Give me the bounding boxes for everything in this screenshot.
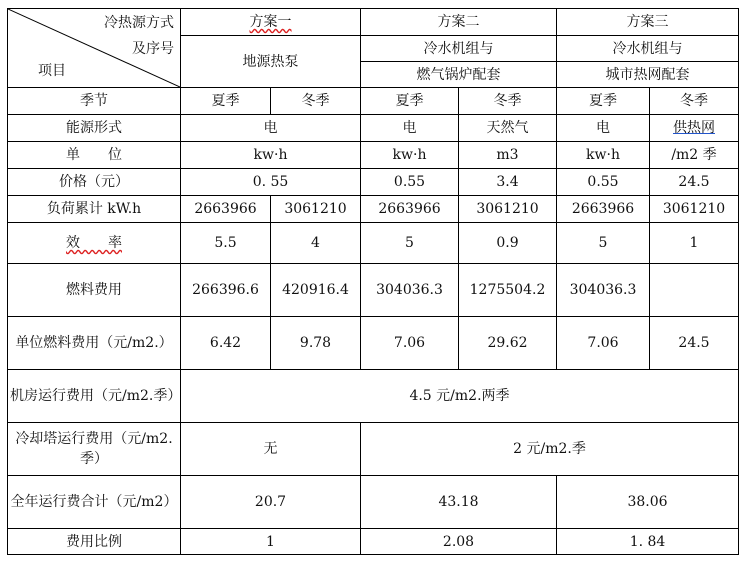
table-cell: /m2 季 xyxy=(650,142,739,169)
table-row xyxy=(8,423,739,476)
row-label: 负荷累计 kW.h xyxy=(8,196,181,223)
table-cell: m3 xyxy=(459,142,557,169)
table-cell: 0. 55 xyxy=(181,169,361,196)
plan-3-desc-line1: 冷水机组与 xyxy=(557,36,739,62)
table-cell: kw·h xyxy=(181,142,361,169)
table-cell: kw·h xyxy=(557,142,650,169)
table-cell: 5 xyxy=(557,223,650,264)
table-cell: 0.55 xyxy=(361,169,459,196)
row-label: 效 率 xyxy=(8,223,181,264)
plan-2-desc-line1: 冷水机组与 xyxy=(361,36,557,62)
plan-2-header: 方案二 xyxy=(361,9,557,36)
table-row xyxy=(8,476,739,529)
table-cell: 冬季 xyxy=(271,88,361,115)
table-cell: 冬季 xyxy=(650,88,739,115)
table-row xyxy=(8,169,739,196)
plan-3-header: 方案三 xyxy=(557,9,739,36)
table-cell: 夏季 xyxy=(361,88,459,115)
plan-1-desc: 地源热泵 xyxy=(181,36,361,88)
plan-3-desc-line2: 城市热网配套 xyxy=(557,62,739,88)
table-cell: 3061210 xyxy=(650,196,739,223)
row-label: 燃料费用 xyxy=(8,264,181,317)
table-cell: 天然气 xyxy=(459,115,557,142)
plan-2-desc-line2: 燃气锅炉配套 xyxy=(361,62,557,88)
table-row xyxy=(8,223,739,264)
table-cell: 2663966 xyxy=(361,196,459,223)
table-cell: 电 xyxy=(361,115,459,142)
table-cell: 供热网 xyxy=(650,115,739,142)
row-label: 能源形式 xyxy=(8,115,181,142)
table-cell: 3.4 xyxy=(459,169,557,196)
table-cell: 冬季 xyxy=(459,88,557,115)
table-row xyxy=(8,529,739,555)
table-cell: 2663966 xyxy=(181,196,271,223)
table-row xyxy=(8,88,739,115)
corner-label-method: 冷热源方式 xyxy=(104,15,174,31)
table-cell: 420916.4 xyxy=(271,264,361,317)
table-cell: 3061210 xyxy=(459,196,557,223)
table-cell: 2.08 xyxy=(361,529,557,555)
table-cell: 3061210 xyxy=(271,196,361,223)
table-row xyxy=(8,317,739,370)
table-cell: 29.62 xyxy=(459,317,557,370)
table-cell: 1275504.2 xyxy=(459,264,557,317)
table-cell: 0.55 xyxy=(557,169,650,196)
table-cell: 38.06 xyxy=(557,476,739,529)
table-row xyxy=(8,115,739,142)
corner-label-index: 及序号 xyxy=(132,41,174,57)
table-row xyxy=(8,196,739,223)
table-cell: 9.78 xyxy=(271,317,361,370)
table-cell: 7.06 xyxy=(557,317,650,370)
table-cell: 夏季 xyxy=(181,88,271,115)
row-label: 机房运行费用（元/m2.季） xyxy=(8,370,181,423)
table-cell: 5.5 xyxy=(181,223,271,264)
table-cell: 电 xyxy=(557,115,650,142)
row-label: 价格（元） xyxy=(8,169,181,196)
table-cell: 43.18 xyxy=(361,476,557,529)
table-cell: 2 元/m2.季 xyxy=(361,423,739,476)
table-cell: 0.9 xyxy=(459,223,557,264)
table-cell: 夏季 xyxy=(557,88,650,115)
table-row xyxy=(8,9,739,36)
table-cell: 20.7 xyxy=(181,476,361,529)
row-label: 费用比例 xyxy=(8,529,181,555)
table-cell: 4.5 元/m2.两季 xyxy=(181,370,739,423)
table-row xyxy=(8,142,739,169)
table-cell: 1. 84 xyxy=(557,529,739,555)
table-cell: 24.5 xyxy=(650,317,739,370)
table-cell: 4 xyxy=(271,223,361,264)
table-cell xyxy=(650,264,739,317)
table-row xyxy=(8,264,739,317)
row-label: 全年运行费合计（元/m2） xyxy=(8,476,181,529)
row-label: 单 位 xyxy=(8,142,181,169)
corner-header-cell xyxy=(8,9,181,88)
table-cell: 24.5 xyxy=(650,169,739,196)
table-cell: 电 xyxy=(181,115,361,142)
row-label: 冷却塔运行费用（元/m2.季） xyxy=(8,423,181,476)
table-cell: 无 xyxy=(181,423,361,476)
table-cell: 266396.6 xyxy=(181,264,271,317)
row-label: 单位燃料费用（元/m2.） xyxy=(8,317,181,370)
table-cell: 7.06 xyxy=(361,317,459,370)
table-cell: kw·h xyxy=(361,142,459,169)
table-cell: 5 xyxy=(361,223,459,264)
table-cell: 2663966 xyxy=(557,196,650,223)
row-label: 季节 xyxy=(8,88,181,115)
table-cell: 6.42 xyxy=(181,317,271,370)
table-cell: 304036.3 xyxy=(557,264,650,317)
table-cell: 1 xyxy=(181,529,361,555)
corner-label-item: 项目 xyxy=(38,63,66,79)
table-cell: 304036.3 xyxy=(361,264,459,317)
cost-comparison-table xyxy=(7,8,739,555)
table-cell: 1 xyxy=(650,223,739,264)
table-row xyxy=(8,370,739,423)
plan-1-header: 方案一 xyxy=(181,9,361,36)
